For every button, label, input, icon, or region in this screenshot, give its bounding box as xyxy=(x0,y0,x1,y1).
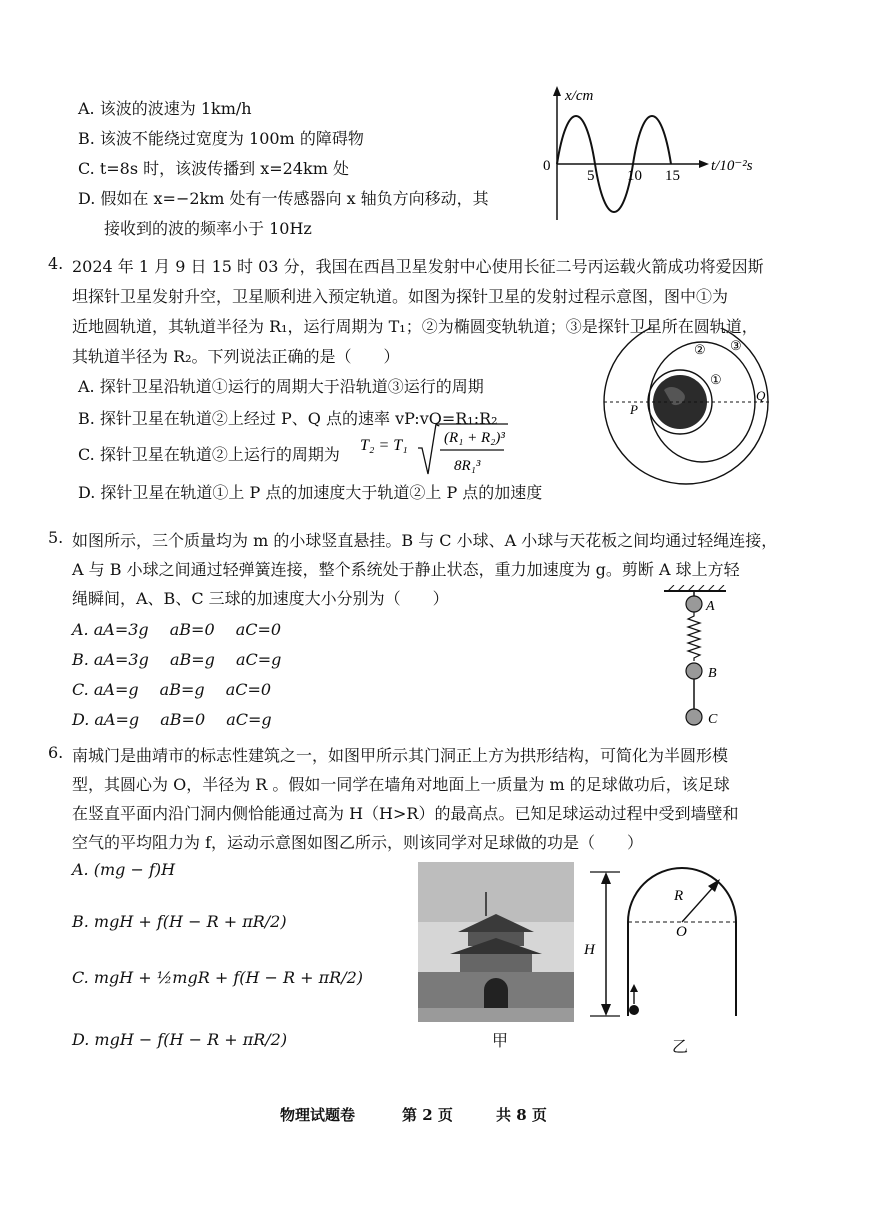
photo-clouds xyxy=(418,862,574,922)
q4-period-formula xyxy=(360,420,510,480)
q5-stem-line-2: A 与 B 小球之间通过轻弹簧连接，整个系统处于静止状态，重力加速度为 g。剪断 A 球上方轻 xyxy=(72,560,740,579)
tick-5: 5 xyxy=(587,168,595,184)
q3-option-b: B. 该波不能绕过宽度为 100m 的障碍物 xyxy=(78,129,364,148)
q6-number: 6. xyxy=(48,743,64,762)
radius-line xyxy=(682,884,716,922)
x-axis-label: t/10⁻²s xyxy=(711,158,753,174)
wave-graph xyxy=(535,80,765,225)
q5-option-a: A. aA=3g aB=0 aC=0 xyxy=(72,620,282,639)
tick-15: 15 xyxy=(665,168,680,184)
city-gate-photo xyxy=(418,862,574,1022)
figure-jia-label: 甲 xyxy=(492,1031,509,1050)
gate-tower-lower xyxy=(460,954,532,972)
y-axis-label: x/cm xyxy=(565,88,594,104)
ball-a xyxy=(686,596,702,612)
q6-stem-line-3: 在竖直平面内沿门洞内侧恰能通过高为 H（H>R）的最高点。已知足球运动过程中受到墙壁和 xyxy=(72,804,739,823)
ball-velocity-arrow xyxy=(630,984,638,992)
q3-option-c: C. t=8s 时，该波传播到 x=24km 处 xyxy=(78,159,349,178)
formula-lhs: T₂ = T₁ xyxy=(360,437,408,454)
q3-option-d: D. 假如在 x=−2km 处有一传感器向 x 轴负方向移动，其 xyxy=(78,189,489,208)
q6-stem-line-1: 南城门是曲靖市的标志性建筑之一，如图甲所示其门洞正上方为拱形结构，可简化为半圆形模 xyxy=(72,746,729,765)
footer-page: 第 2 页 xyxy=(402,1106,453,1124)
q5-number: 5. xyxy=(48,528,64,547)
q4-stem-line-3: 近地圆轨道，其轨道半径为 R₁，运行周期为 T₁；②为椭圆变轨轨道；③是探针卫星所在圆轨道， xyxy=(72,317,758,336)
q4-number: 4. xyxy=(48,254,64,273)
figure-yi-label: 乙 xyxy=(672,1037,689,1056)
q6-option-b: B. mgH + f(H − R + πR/2) xyxy=(72,912,287,931)
ball-c xyxy=(686,709,702,725)
arch-diagram xyxy=(580,864,740,1024)
label-a: A xyxy=(706,599,715,614)
formula-denominator: 8R₁³ xyxy=(454,458,481,474)
spring-diagram xyxy=(660,585,740,733)
spring xyxy=(688,612,700,661)
q6-stem-line-2: 型，其圆心为 O，半径为 R 。假如一同学在墙角对地面上一质量为 m 的足球做功后，该足球 xyxy=(72,775,730,794)
q4-stem-line-2: 坦探针卫星发射升空，卫星顺利进入预定轨道。如图为探针卫星的发射过程示意图，图中①为 xyxy=(72,287,729,306)
label-p: P xyxy=(630,402,638,417)
label-c: C xyxy=(708,712,718,727)
label-b: B xyxy=(708,666,717,681)
q4-option-c: C. 探针卫星在轨道②上运行的周期为 xyxy=(78,445,340,464)
q3-option-d-cont: 接收到的波的频率小于 10Hz xyxy=(104,219,312,238)
q6-stem-line-4: 空气的平均阻力为 f，运动示意图如图乙所示，则该同学对足球做的功是（ ） xyxy=(72,833,644,852)
h-arrow-bottom xyxy=(601,1004,611,1016)
label-r: R xyxy=(674,888,684,904)
q6-option-a: A. (mg − f)H xyxy=(72,860,176,879)
q5-stem-line-3: 绳瞬间，A、B、C 三球的加速度大小分别为（ ） xyxy=(72,589,449,608)
q3-option-a: A. 该波的波速为 1km/h xyxy=(78,99,252,118)
ball-b xyxy=(686,663,702,679)
label-q: Q xyxy=(756,388,766,403)
orbit-diagram xyxy=(600,328,782,508)
photo-ground xyxy=(418,1008,574,1022)
origin-label: 0 xyxy=(543,158,551,174)
q4-option-b: B. 探针卫星在轨道②上经过 P、Q 点的速率 vP:vQ=R₁:R₂ xyxy=(78,409,498,428)
label-orbit-3: ③ xyxy=(730,338,742,353)
tick-10: 10 xyxy=(627,168,642,184)
q4-option-d: D. 探针卫星在轨道①上 P 点的加速度大于轨道②上 P 点的加速度 xyxy=(78,483,543,502)
x-axis-arrow xyxy=(699,160,709,168)
label-o: O xyxy=(676,924,687,940)
footer-subject: 物理试题卷 xyxy=(280,1106,356,1124)
y-axis-arrow xyxy=(553,86,561,96)
q5-option-c: C. aA=g aB=g aC=0 xyxy=(72,680,272,699)
q5-stem-line-1: 如图所示，三个质量均为 m 的小球竖直悬挂。B 与 C 小球、A 小球与天花板之间均通过轻绳连接， xyxy=(72,531,778,550)
footer-total: 共 8 页 xyxy=(496,1106,547,1124)
formula-numerator: (R₁ + R₂)³ xyxy=(444,430,505,446)
q5-option-b: B. aA=3g aB=g aC=g xyxy=(72,650,282,669)
label-orbit-1: ① xyxy=(710,372,722,387)
q4-option-a: A. 探针卫星沿轨道①运行的周期大于沿轨道③运行的周期 xyxy=(78,377,484,396)
h-arrow-top xyxy=(601,872,611,884)
gate-arch xyxy=(484,978,508,1008)
q4-stem-line-1: 2024 年 1 月 9 日 15 时 03 分，我国在西昌卫星发射中心使用长征二号丙运载火箭成功将爱因斯 xyxy=(72,257,764,276)
label-h: H xyxy=(584,942,595,958)
q6-option-d: D. mgH − f(H − R + πR/2) xyxy=(72,1030,288,1049)
label-orbit-2: ② xyxy=(694,342,706,357)
q5-option-d: D. aA=g aB=0 aC=g xyxy=(72,710,272,729)
football xyxy=(629,1005,639,1015)
q6-option-c: C. mgH + ½mgR + f(H − R + πR/2) xyxy=(72,968,364,987)
q4-stem-line-4: 其轨道半径为 R₂。下列说法正确的是（ ） xyxy=(72,347,400,366)
